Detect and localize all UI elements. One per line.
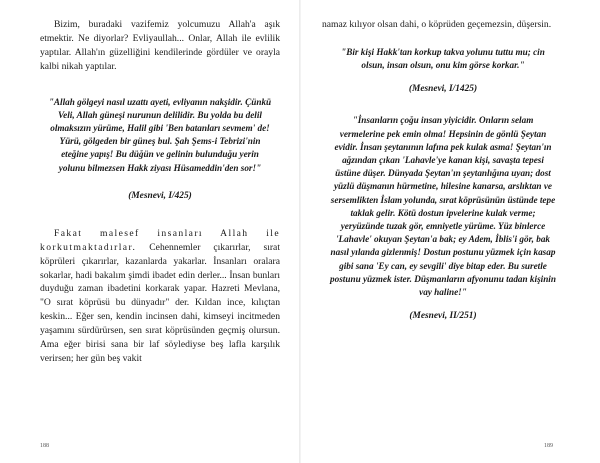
right-citation-1: (Mesnevi, I/1425) <box>408 84 478 95</box>
left-paragraph-2 <box>40 227 280 366</box>
right-citation-2: (Mesnevi, II/251) <box>409 311 477 322</box>
left-citation-1: (Mesnevi, I/425) <box>128 190 192 201</box>
left-paragraph-2-rest: Cehennemler çıkarırlar, sırat köprüleri çıkarırlar, kazanlarda yakarlar. İnsanları oralara sokarlar, hadi bakalım şimdi ibadet edin derler... İnsan bunları duyduğu zaman ibadetini korkarak yapar. Hazreti Mevlana, "O sırat köprüsü bu dünyadır" der. Kıldan ince, kılıçtan keskin... Eğer sen, kendin incinsen dahi, kimseyi incitmeden yaşamını sürdürürsen, sen sırat köprüsünden geçmiş olursun. Ama eğer birisi sana bir laf söylediyse beş lafla karşılık verirsen; her gün beş vakit <box>40 241 280 364</box>
right-quote-1: "Bir kişi Hakk'tan korkup takva yolunu tuttu mu; cin olsun, insan olsun, onu kim görse korkar." <box>341 46 545 71</box>
right-quote-2: "İnsanların çoğu insan yiyicidir. Onların selam vermelerine pek emin olma! Hepsinin de gönlü Şeytan evidir. İnsan şeytanının lafına pek kulak asma! Şeytan'ın ağzından çıkan 'Lahavle'ye kanan kişi, savaşta tepesi üstüne düşer. Dünyada Şeytan'ın şeytanlığına uyan; dost yüzlü düşmanın hürmetine, hilesine kanarsa, arslıktan ve sersemlikten İslam yolunda, sırat köprüsünün üstünde tepe taklak gelir. Kötü dostun ipvelerine kulak verme; yeryüzünde tuzak gör, emniyetle yürüme. Yüz binlerce 'Lahavle' okuyan Şeytan'a bak; ey Adem, İblis'i gör, bak nasıl yılanda gizlenmiş! Dostun postunu yüzmek için kasap gibi sana 'Ey can, ey sevgili' diye bitap eder. Bu suretle postunu yüzmek ister. Düşmanların afyonunu tadan kişinin vay haline!" <box>330 115 556 297</box>
right-page-number: 189 <box>544 443 553 449</box>
left-paragraph-2-lead: Fakat malesef insanları Allah ile korkutmaktadırlar. <box>40 227 280 253</box>
left-page-number: 188 <box>40 443 49 449</box>
left-paragraph-1: Bizim, buradaki vazifemiz yolcumuzu Allah'a aşık etmektir. Ne diyorlar? Evliyaullah... Onlar, Allah ile evlilik yaptılar. Allah'ın güzelliğini kendilerinde gördüler ve orayla kalbi nikah yaptılar. <box>40 19 280 72</box>
right-paragraph-1: namaz kılıyor olsan dahi, o köprüden geçemezsin, düşersin. <box>322 19 552 30</box>
right-page <box>300 0 600 463</box>
left-quote-1: "Allah gölgeyi nasıl uzattı ayeti, evliyanın nakşidir. Çünkü Veli, Allah güneşi nurunun delilidir. Bu yolda bu delil olmaksızın yürüme, Halil gibi 'Ben batanları sevmem' de! Yürü, gölgeden bir güneş bul. Şah Şems-i Tebrizi'nin eteğine yapış! Bu düğün ve gelinin bulunduğu yerin yolunu bilmezsen Hakk ziyası Hüsameddin'den sor!" <box>48 96 272 173</box>
